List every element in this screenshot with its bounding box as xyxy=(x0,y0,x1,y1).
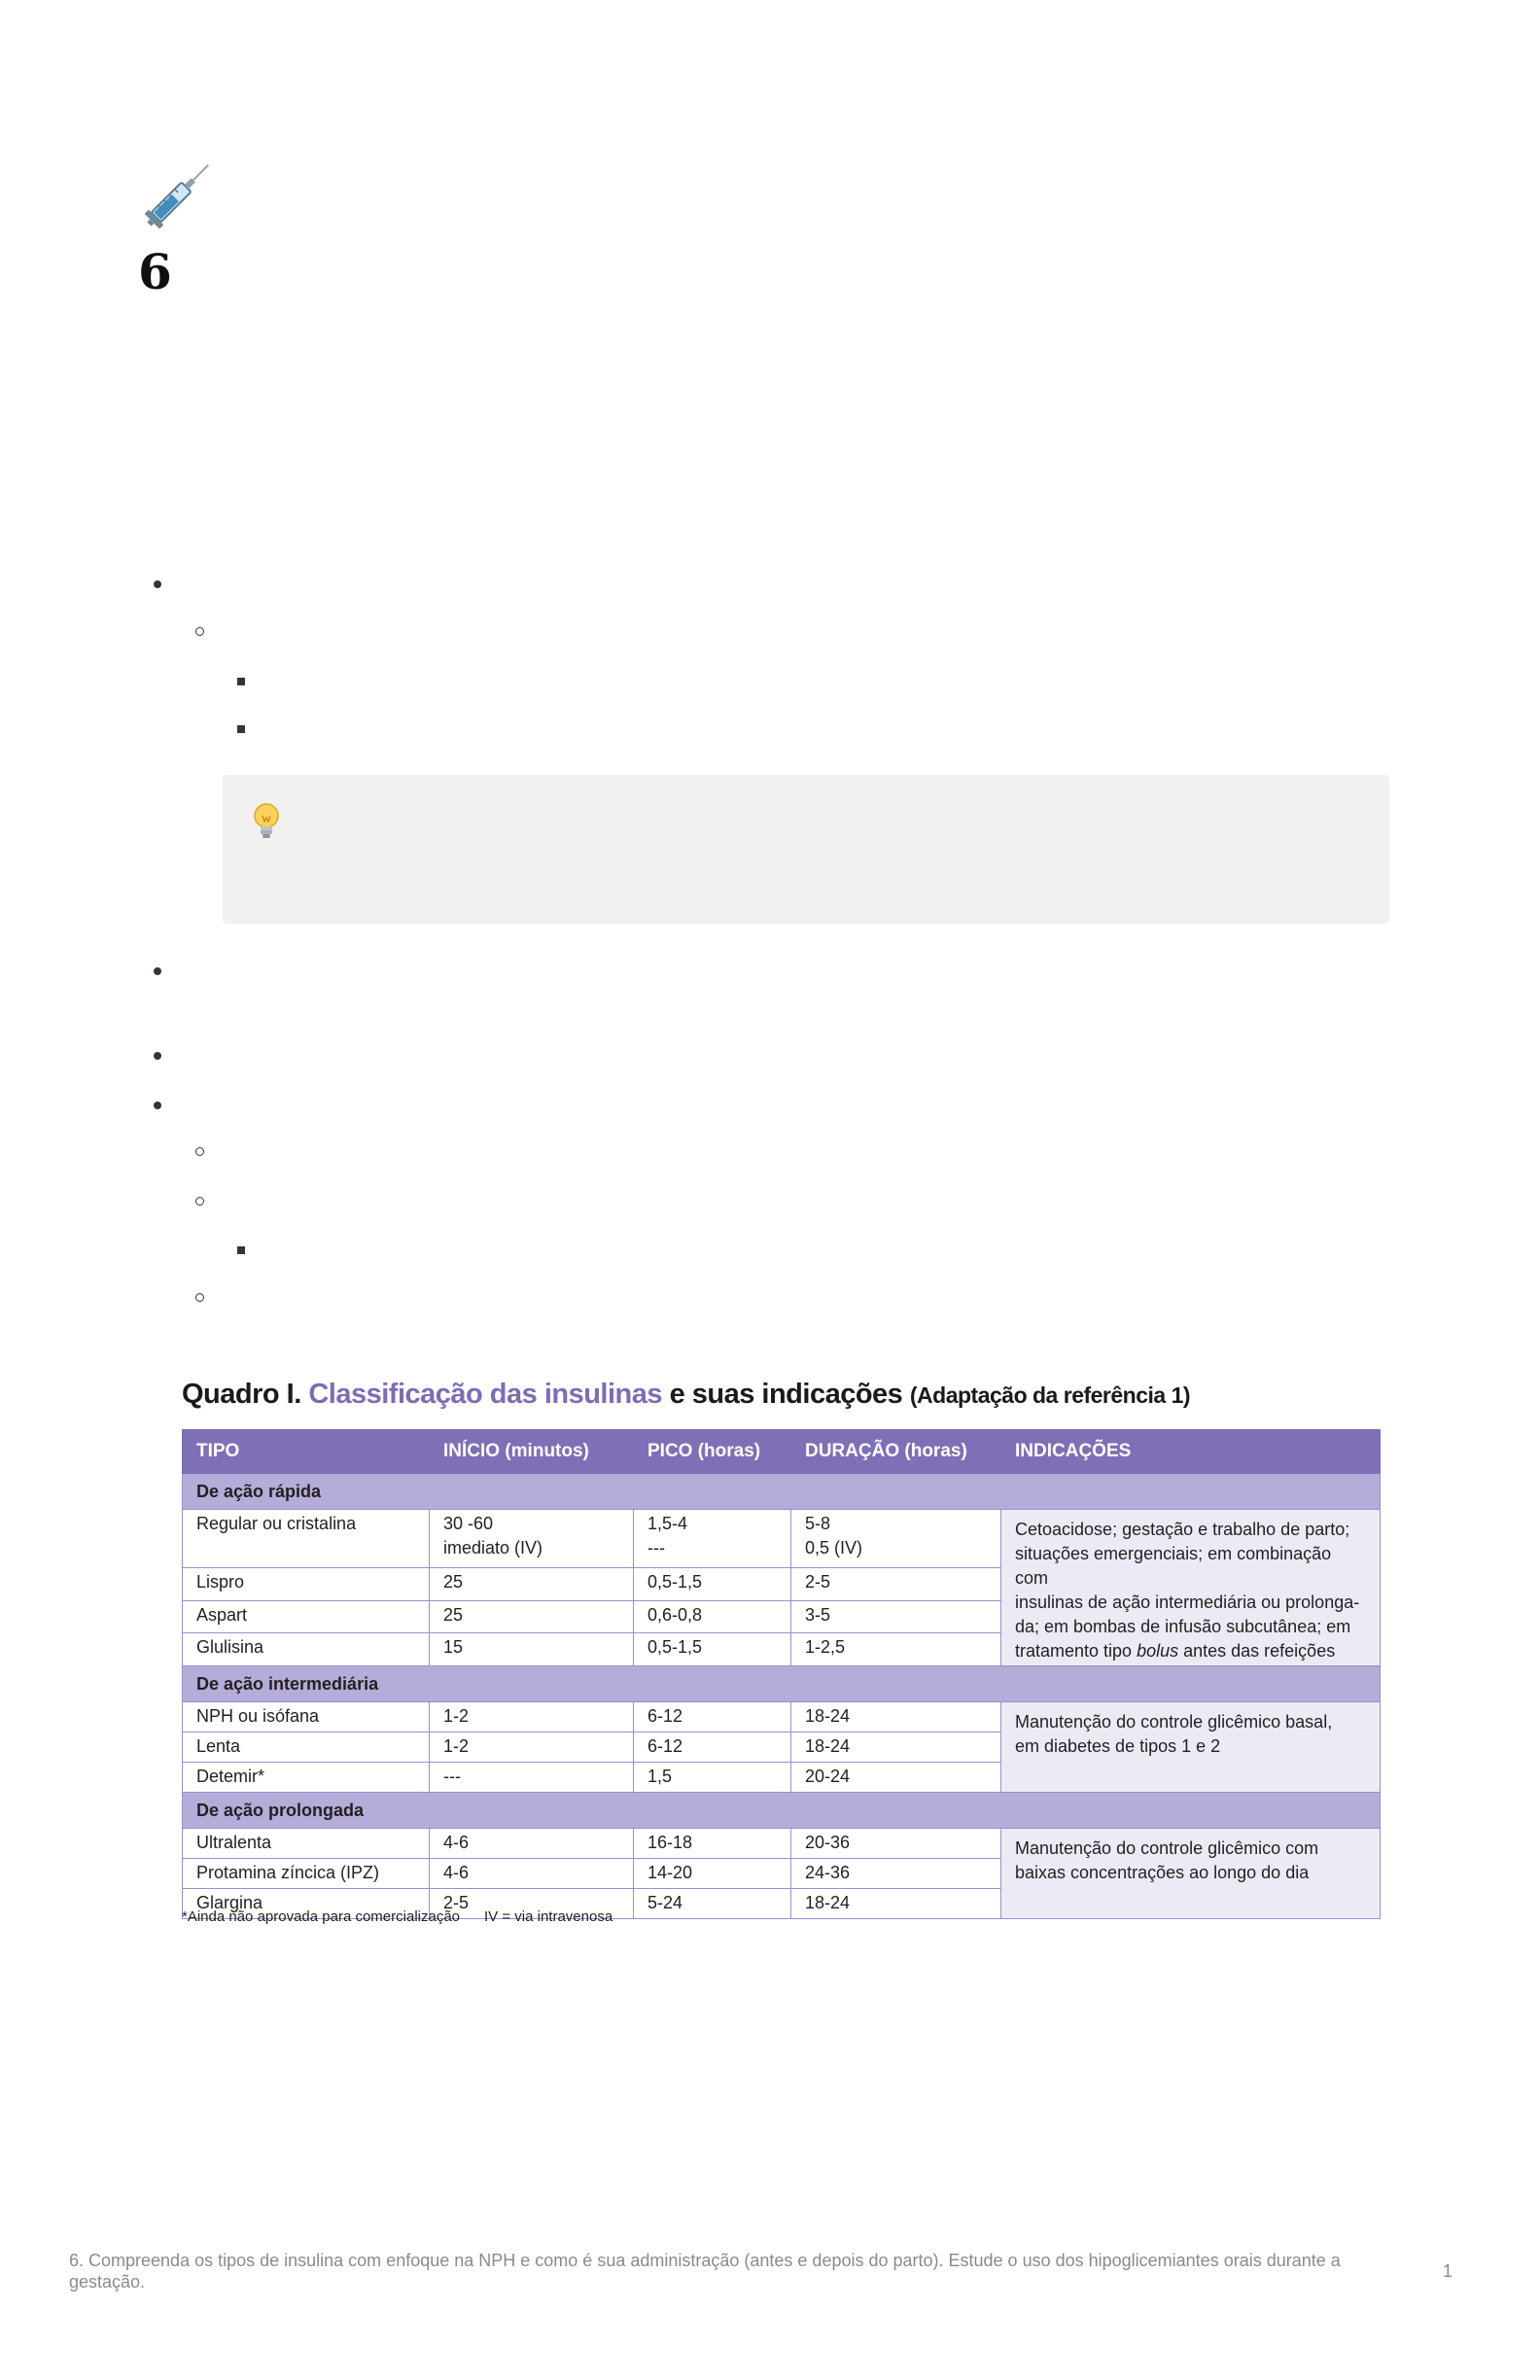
table-group-row xyxy=(183,1666,1381,1702)
list-bullet xyxy=(237,1246,245,1254)
group-label: De ação prolongada xyxy=(183,1793,1381,1829)
page-title: 6 xyxy=(138,243,172,300)
page-number: 1 xyxy=(1443,2261,1453,2281)
cell-pico: 6-12 xyxy=(634,1702,791,1732)
cell-tipo: Detemir* xyxy=(183,1763,430,1793)
list-bullet xyxy=(195,1147,204,1156)
group-label: De ação rápida xyxy=(183,1474,1381,1510)
cell-tipo: Protamina zíncica (IPZ) xyxy=(183,1859,430,1889)
cell-duracao: 18-24 xyxy=(791,1889,1001,1919)
cell-tipo: Ultralenta xyxy=(183,1829,430,1859)
column-header-duracao: DURAÇÃO (horas) xyxy=(791,1430,1001,1474)
cell-duracao: 5-8 0,5 (IV) xyxy=(791,1510,1001,1568)
list-bullet xyxy=(154,1052,161,1060)
cell-indicacoes: Manutenção do controle glicêmico basal, em diabetes de tipos 1 e 2 xyxy=(1001,1702,1381,1793)
list-bullet xyxy=(154,1102,161,1109)
table-row xyxy=(183,1702,1381,1732)
lightbulb-icon xyxy=(252,802,281,841)
group-label: De ação intermediária xyxy=(183,1666,1381,1702)
cell-inicio: 30 -60 imediato (IV) xyxy=(430,1510,634,1568)
cell-indicacoes: Manutenção do controle glicêmico com baixas concentrações ao longo do dia xyxy=(1001,1829,1381,1919)
cell-inicio: 25 xyxy=(430,1600,634,1633)
cell-pico: 0,5-1,5 xyxy=(634,1633,791,1666)
cell-pico: 0,5-1,5 xyxy=(634,1567,791,1600)
cell-pico: 1,5 xyxy=(634,1763,791,1793)
list-bullet xyxy=(154,967,161,975)
column-header-indicacoes: INDICAÇÕES xyxy=(1001,1430,1381,1474)
cell-pico: 14-20 xyxy=(634,1859,791,1889)
cell-tipo: Aspart xyxy=(183,1600,430,1633)
figure-title: Quadro I. Classificação das insulinas e suas indicações (Adaptação da referência 1) xyxy=(182,1379,1191,1410)
syringe-icon xyxy=(136,148,226,237)
column-header-inicio: INÍCIO (minutos) xyxy=(430,1430,634,1474)
table-group-row xyxy=(183,1474,1381,1510)
cell-tipo: Regular ou cristalina xyxy=(183,1510,430,1568)
list-bullet xyxy=(154,580,161,588)
cell-duracao: 20-24 xyxy=(791,1763,1001,1793)
cell-pico: 1,5-4 --- xyxy=(634,1510,791,1568)
cell-tipo: NPH ou isófana xyxy=(183,1702,430,1732)
cell-tipo: Glargina xyxy=(183,1889,430,1919)
column-header-tipo: TIPO xyxy=(183,1430,430,1474)
cell-duracao: 2-5 xyxy=(791,1567,1001,1600)
table-footnote: *Ainda não aprovada para comercialização IV = via intravenosa xyxy=(182,1908,613,1925)
cell-inicio: 4-6 xyxy=(430,1859,634,1889)
cell-duracao: 20-36 xyxy=(791,1829,1001,1859)
cell-duracao: 18-24 xyxy=(791,1732,1001,1763)
cell-inicio: 15 xyxy=(430,1633,634,1666)
cell-inicio: 1-2 xyxy=(430,1702,634,1732)
table-row xyxy=(183,1829,1381,1859)
cell-inicio: 1-2 xyxy=(430,1732,634,1763)
cell-indicacoes: Cetoacidose; gestação e trabalho de parto; situações emergenciais; em combinação com insulinas de ação intermediária ou prolonga- da; em bombas de infusão subcutânea; em tratamento tipo bolus antes das refeições xyxy=(1001,1510,1381,1666)
cell-tipo: Lenta xyxy=(183,1732,430,1763)
cell-inicio: --- xyxy=(430,1763,634,1793)
cell-duracao: 1-2,5 xyxy=(791,1633,1001,1666)
cell-inicio: 2-5 xyxy=(430,1889,634,1919)
insulin-table xyxy=(182,1429,1381,1919)
callout-box xyxy=(223,775,1389,924)
cell-tipo: Glulisina xyxy=(183,1633,430,1666)
list-bullet xyxy=(237,725,245,733)
list-bullet xyxy=(237,678,245,685)
cell-pico: 0,6-0,8 xyxy=(634,1600,791,1633)
cell-duracao: 24-36 xyxy=(791,1859,1001,1889)
list-bullet xyxy=(195,1197,204,1206)
column-header-pico: PICO (horas) xyxy=(634,1430,791,1474)
cell-pico: 5-24 xyxy=(634,1889,791,1919)
list-bullet xyxy=(195,1293,204,1302)
table-header-row xyxy=(183,1430,1381,1474)
cell-duracao: 3-5 xyxy=(791,1600,1001,1633)
list-bullet xyxy=(195,627,204,636)
table-group-row xyxy=(183,1793,1381,1829)
cell-inicio: 25 xyxy=(430,1567,634,1600)
cell-pico: 16-18 xyxy=(634,1829,791,1859)
table-row xyxy=(183,1510,1381,1568)
cell-tipo: Lispro xyxy=(183,1567,430,1600)
cell-duracao: 18-24 xyxy=(791,1702,1001,1732)
cell-inicio: 4-6 xyxy=(430,1829,634,1859)
cell-pico: 6-12 xyxy=(634,1732,791,1763)
page-footer-text: 6. Compreenda os tipos de insulina com enfoque na NPH e como é sua administração (antes e depois do parto). Estude o uso dos hipoglicemiantes orais durante a gestação. xyxy=(69,2251,1341,2292)
